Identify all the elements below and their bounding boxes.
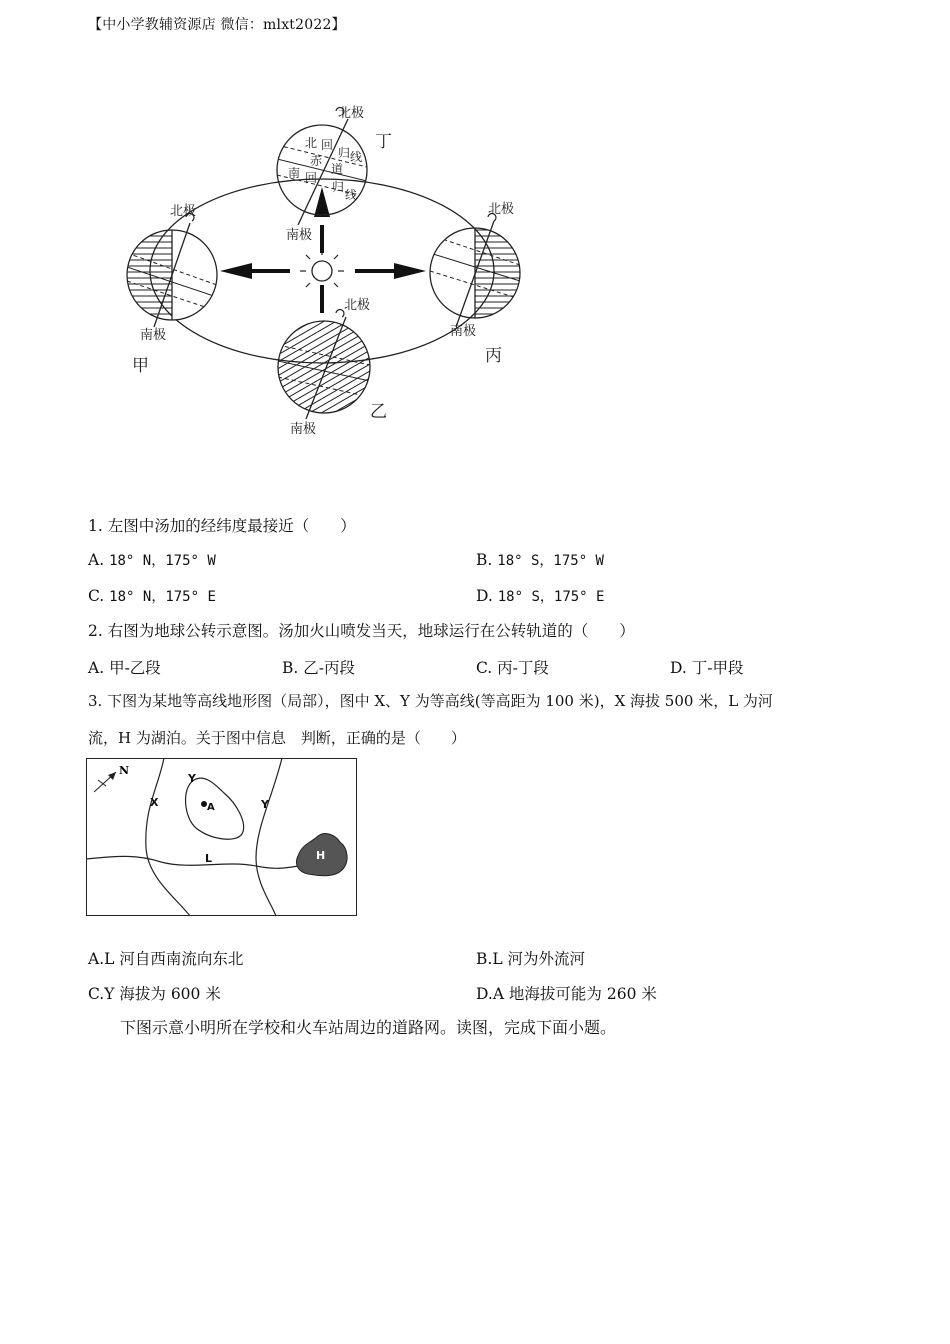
question-3-line1: 3. 下图为某地等高线地形图（局部），图中 X、Y 为等高线(等高距为 100 米)，X 海拔 500 米，L 为河: [88, 692, 773, 710]
earth-yi: [278, 317, 370, 419]
earth-ding: [277, 119, 367, 225]
q2-option-c[interactable]: C. 丙-丁段: [476, 659, 549, 677]
earth-jia: [127, 223, 217, 327]
svg-text:归: 归: [332, 180, 345, 194]
svg-text:Y: Y: [261, 798, 269, 811]
yi-north-label: 北极: [344, 298, 371, 313]
position-jia: 甲: [132, 356, 149, 376]
ding-south-label: 南极: [286, 228, 313, 243]
earth-bing: [430, 221, 520, 327]
jia-south-label: 南极: [140, 328, 167, 343]
earth-orbit-figure: [110, 95, 540, 445]
bing-south-label: 南极: [450, 324, 477, 339]
svg-text:回: 回: [321, 138, 334, 152]
q2-option-b[interactable]: B. 乙-丙段: [282, 659, 356, 677]
svg-text:道: 道: [331, 162, 344, 176]
watermark-header: 【中小学教辅资源店 微信：mlxt2022】: [88, 17, 346, 33]
position-ding: 丁: [375, 132, 392, 152]
question-2: 2. 右图为地球公转示意图。汤加火山喷发当天，地球运行在公转轨道的（ ）: [88, 622, 635, 640]
q3-option-c[interactable]: C.Y 海拔为 600 米: [88, 985, 221, 1003]
svg-text:A: A: [207, 802, 215, 813]
q1-option-d[interactable]: D. 18° S，175° E: [476, 587, 605, 605]
contour-map: [86, 758, 358, 918]
question-3-line2: 流，H 为湖泊。关于图中信息 判断，正确的是（ ）: [88, 729, 466, 747]
position-yi: 乙: [370, 402, 387, 422]
q3-option-a[interactable]: A.L 河自西南流向东北: [88, 950, 244, 968]
svg-text:H: H: [316, 849, 326, 862]
q1-option-c[interactable]: C. 18° N，175° E: [88, 587, 216, 605]
q2-option-a[interactable]: A. 甲-乙段: [88, 659, 161, 677]
bing-north-label: 北极: [488, 202, 515, 217]
ding-north-label: 北极: [338, 106, 365, 121]
position-bing: 丙: [485, 346, 502, 366]
svg-text:Y: Y: [188, 772, 196, 785]
svg-text:线: 线: [350, 150, 363, 164]
svg-text:回: 回: [305, 171, 318, 185]
question-1: 1. 左图中汤加的经纬度最接近（ ）: [88, 517, 356, 535]
svg-text:L: L: [205, 852, 213, 865]
q1-option-b[interactable]: B. 18° S，175° W: [476, 551, 604, 569]
jia-north-label: 北极: [170, 204, 197, 219]
q1-option-a[interactable]: A. 18° N，175° W: [88, 551, 216, 569]
svg-text:X: X: [150, 796, 159, 809]
svg-text:N: N: [119, 764, 130, 777]
next-section-intro: 下图示意小明所在学校和火车站周边的道路网。读图，完成下面小题。: [120, 1018, 617, 1037]
svg-text:北: 北: [305, 136, 318, 150]
yi-south-label: 南极: [290, 422, 317, 437]
svg-text:线: 线: [345, 188, 358, 202]
svg-text:南: 南: [288, 166, 301, 180]
q2-option-d[interactable]: D. 丁-甲段: [670, 659, 744, 677]
q3-option-b[interactable]: B.L 河为外流河: [476, 950, 586, 968]
svg-text:归: 归: [338, 146, 351, 160]
svg-text:赤: 赤: [310, 154, 323, 168]
q3-option-d[interactable]: D.A 地海拔可能为 260 米: [476, 985, 657, 1003]
